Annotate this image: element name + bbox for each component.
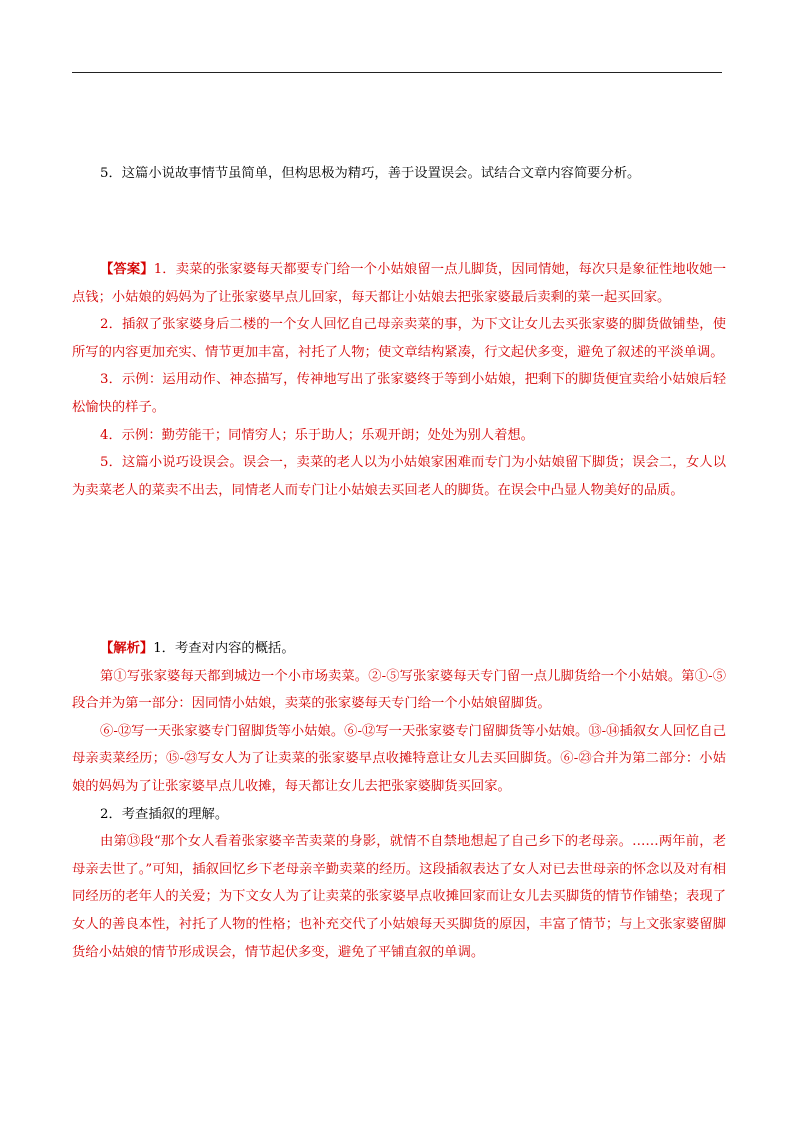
answer-item-4: 4．示例：勤劳能干；同情穷人；乐于助人；乐观开朗；处处为别人着想。: [100, 427, 534, 443]
answer-item-5: 5．这篇小说巧设误会。误会一，卖菜的老人以为小姑娘家困难而专门为小姑娘留下脚货；误会二，女人以为卖菜老人的菜卖不出去，同情老人而专门让小姑娘去买回老人的脚货。在误会中凸显人物美好的品质。: [72, 455, 726, 498]
answer-item-1-text: 1．卖菜的张家婆每天都要专门给一个小姑娘留一点儿脚货，因同情她，每次只是象征性地收她一点钱；小姑娘的妈妈为了让张家婆早点儿回家，每天都让小姑娘去把张家婆最后卖剩的菜一起买回家。: [72, 262, 726, 305]
analysis-paragraph-1: [72, 635, 726, 663]
analysis-paragraph-3: ⑥-⑫写一天张家婆专门留脚货等小姑娘。⑥-⑫写一天张家婆专门留脚货等小姑娘。⑬-⑭插叙女人回忆自己母亲卖菜经历；⑮-㉓写女人为了让卖菜的张家婆早点收摊特意让女儿去买回脚货。⑥-㉓合并为第二部分：小姑娘的妈妈为了让张家婆早点儿收摊，每天都让女儿去把张家婆脚货买回家。: [72, 723, 726, 794]
analysis-paragraph-5: 由第⑬段“那个女人看着张家婆辛苦卖菜的身影，就情不自禁地想起了自己乡下的老母亲。……两年前，老母亲去世了。”可知，插叙回忆乡下老母亲辛勤卖菜的经历。这段插叙表达了女人对已去世母亲的怀念以及对有相同经历的老年人的关爱；为下文女人为了让卖菜的张家婆早点收摊回家而让女儿去买脚货的情节作铺垫；表现了女人的善良本性，衬托了人物的性格；也补充交代了小姑娘每天买脚货的原因，丰富了情节；与上文张家婆留脚货给小姑娘的情节形成误会，情节起伏多变，避免了平铺直叙的单调。: [72, 834, 726, 960]
analysis-paragraph-1-text: 1．考查对内容的概括。: [153, 641, 295, 656]
header-rule: [72, 72, 722, 73]
answer-tag: 【答案】: [100, 262, 154, 277]
answer-item-1: [72, 256, 726, 311]
analysis-paragraph-2: 第①写张家婆每天都到城边一个小市场卖菜。②-⑤写张家婆每天专门留一点儿脚货给一个小姑娘。第①-⑤段合并为第一部分：因同情小姑娘，卖菜的张家婆每天专门给一个小姑娘留脚货。: [72, 668, 726, 712]
answer-section: [72, 256, 726, 504]
analysis-tag: 【解析】: [100, 641, 154, 656]
analysis-paragraph-4: 2．考查插叙的理解。: [100, 806, 229, 822]
question-5: 5．这篇小说故事情节虽简单，但构思极为精巧，善于设置误会。试结合文章内容简要分析。: [100, 166, 641, 181]
answer-item-2: 2．插叙了张家婆身后二楼的一个女人回忆自己母亲卖菜的事，为下文让女儿去买张家婆的脚货做铺垫，使所写的内容更加充实、情节更加丰富，衬托了人物；使文章结构紧凑，行文起伏多变，避免了叙述的平淡单调。: [72, 317, 726, 360]
answer-item-3: 3．示例：运用动作、神态描写，传神地写出了张家婆终于等到小姑娘，把剩下的脚货便宜卖给小姑娘后轻松愉快的样子。: [72, 372, 726, 415]
analysis-section: [72, 635, 726, 966]
